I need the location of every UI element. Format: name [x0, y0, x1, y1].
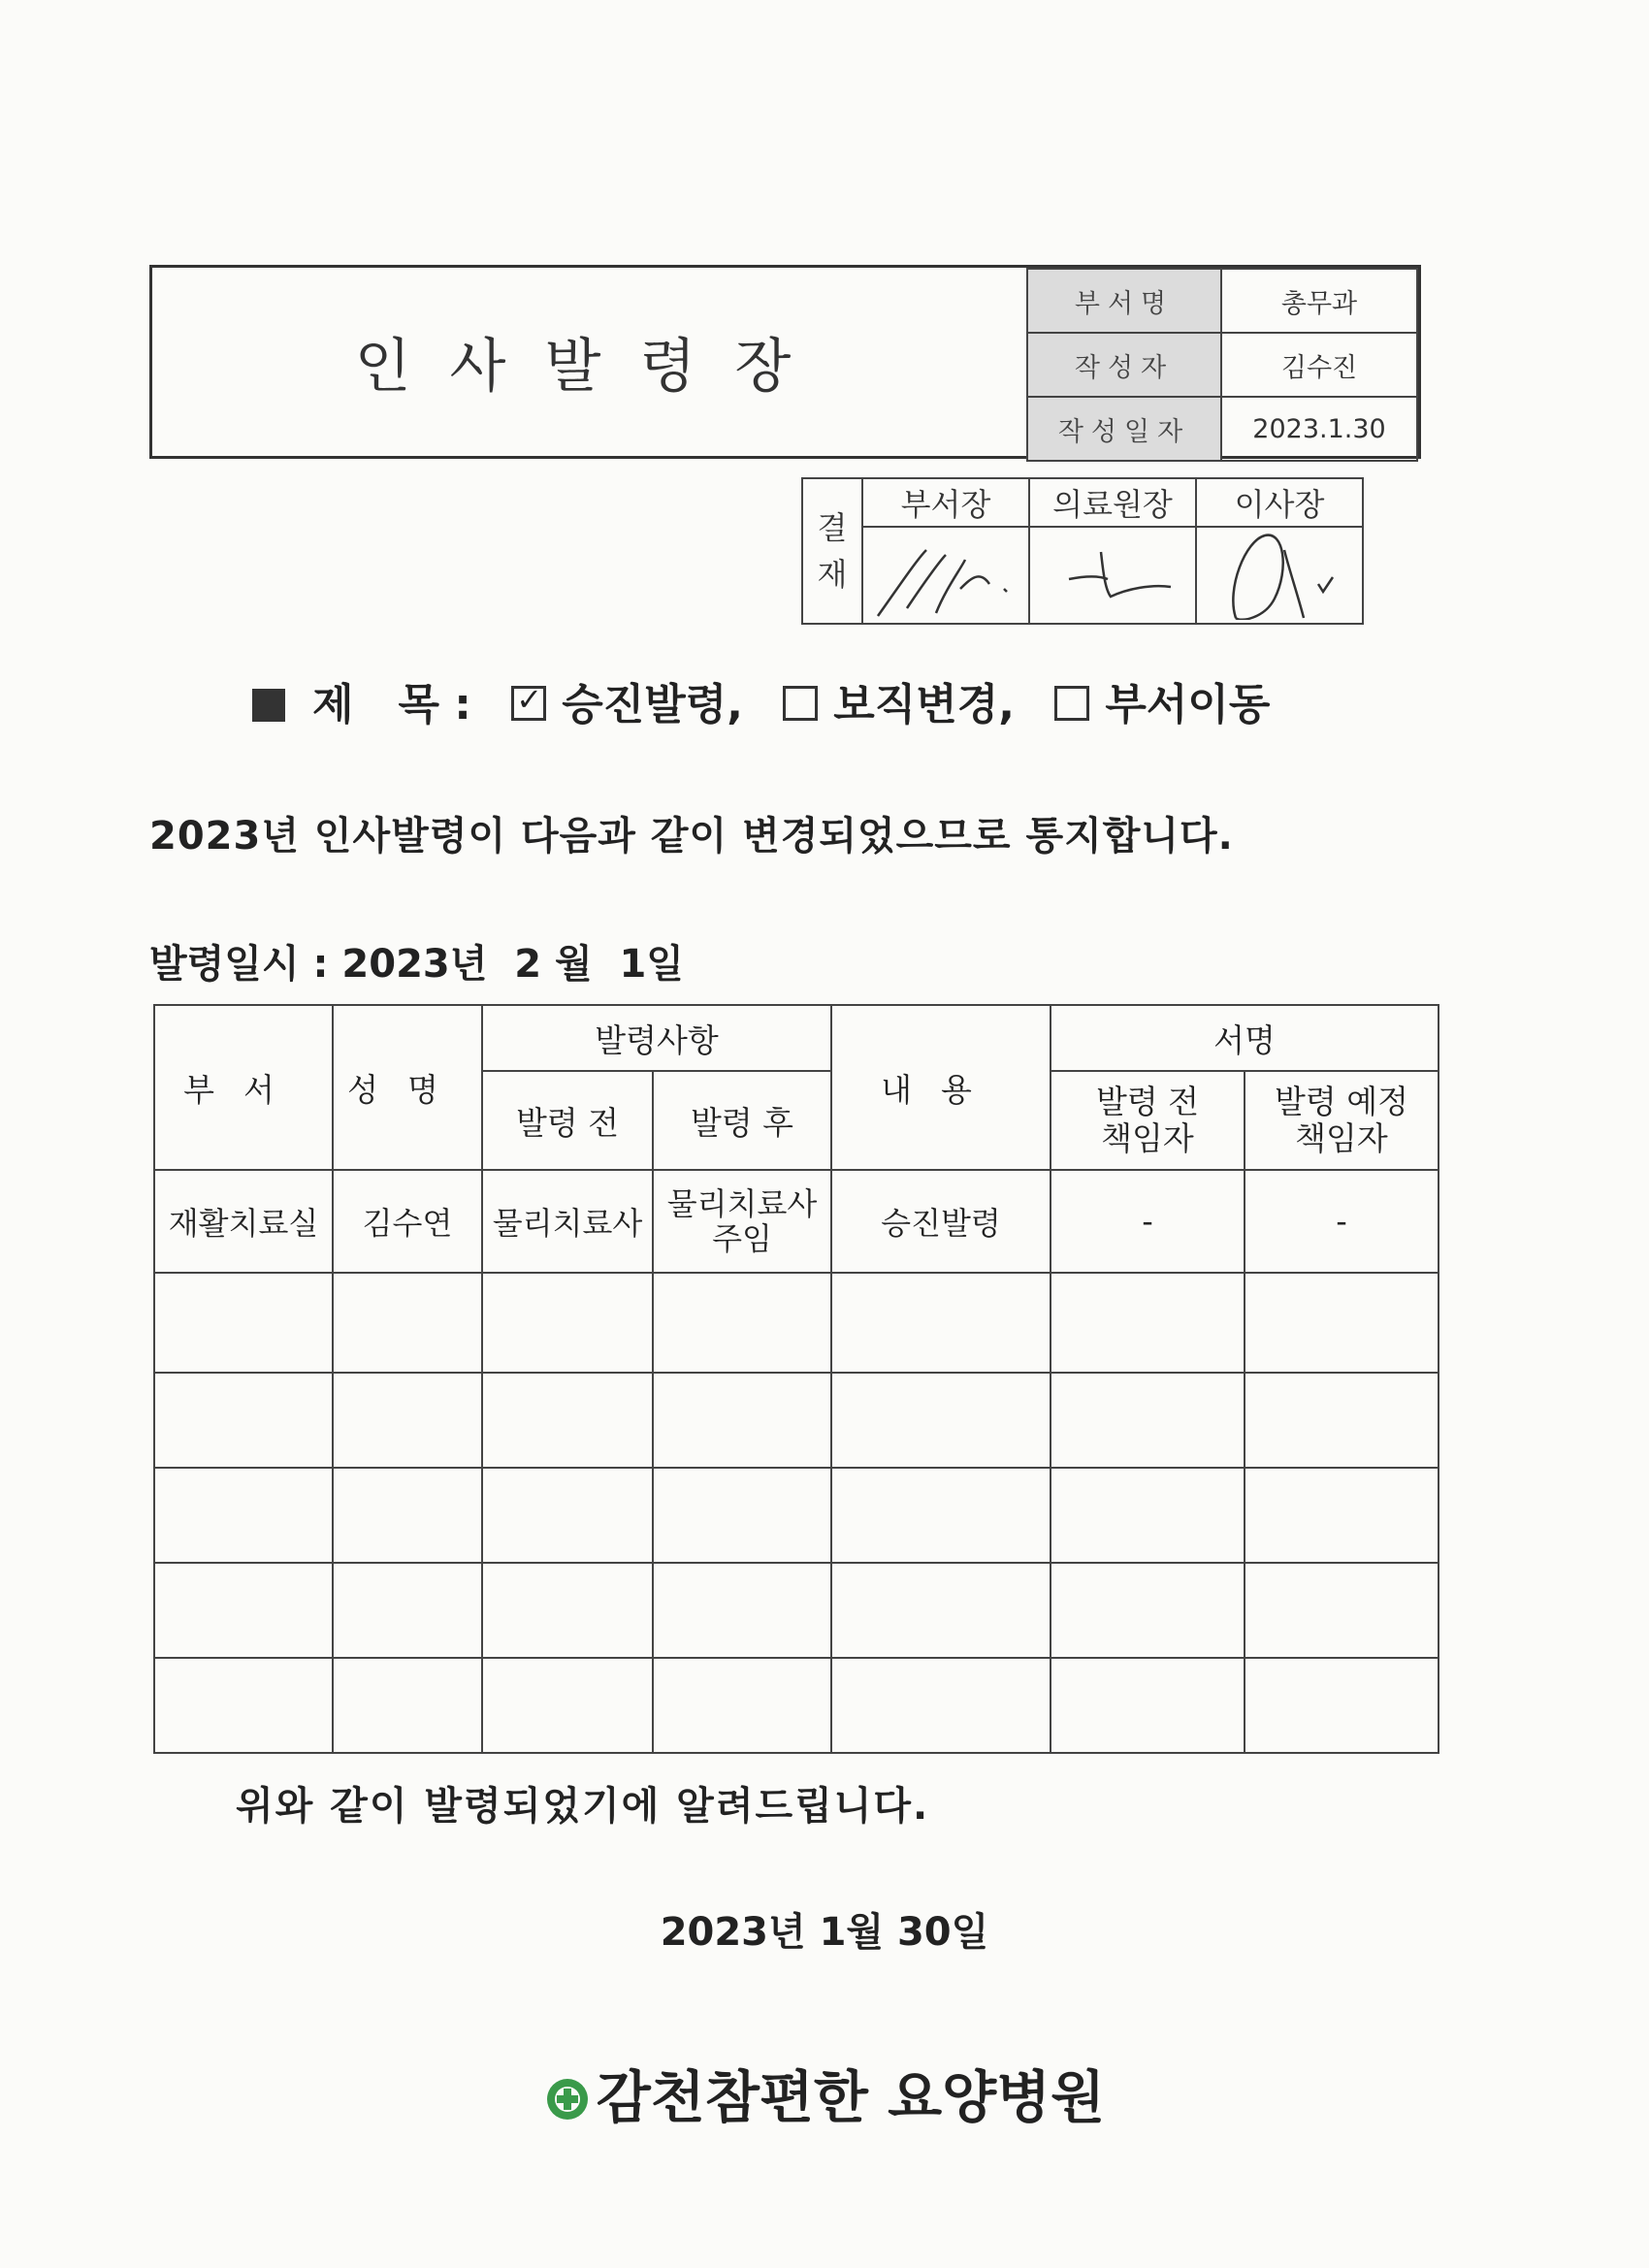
cell-before: [482, 1468, 653, 1563]
signature-cell: [1029, 527, 1196, 624]
organization-name: 감천참편한 요양병원: [596, 2064, 1106, 2130]
cell-sig-after: [1245, 1373, 1439, 1468]
cell-sig-after: [1245, 1563, 1439, 1658]
meta-value: 김수진: [1221, 333, 1417, 397]
cell-content: [831, 1373, 1051, 1468]
cell-dept: [154, 1563, 333, 1658]
handwritten-signature: [1035, 531, 1190, 620]
cell-sig-before: -: [1051, 1170, 1245, 1273]
effective-date: 발령일시 : 2023년 2 월 1일: [149, 942, 684, 987]
cell-dept: [154, 1373, 333, 1468]
meta-value: 총무과: [1221, 269, 1417, 333]
cell-before: 물리치료사: [482, 1170, 653, 1273]
approval-side-char: 재: [817, 556, 848, 593]
approval-side-label: [802, 478, 862, 624]
header-sig-after: 발령 예정 책임자: [1245, 1071, 1439, 1170]
cell-after: [653, 1468, 831, 1563]
subject-label: 제 목 :: [312, 680, 471, 729]
cell-sig-before: [1051, 1468, 1245, 1563]
cell-name: [333, 1563, 482, 1658]
meta-value: 2023.1.30: [1221, 397, 1417, 461]
cell-after: 물리치료사 주임: [653, 1170, 831, 1273]
cell-before: [482, 1563, 653, 1658]
header-signature: 서명: [1051, 1005, 1439, 1071]
approval-head: 부서장: [862, 478, 1029, 527]
cell-sig-before: [1051, 1563, 1245, 1658]
cell-sig-after: -: [1245, 1170, 1439, 1273]
square-bullet-icon: [252, 689, 285, 722]
approval-head: 의료원장: [1029, 478, 1196, 527]
cell-name: [333, 1373, 482, 1468]
header-name: [333, 1005, 482, 1170]
appointment-table: [153, 1004, 1439, 1754]
cell-name: [333, 1273, 482, 1373]
cell-before: [482, 1658, 653, 1753]
option-label: 승진발령,: [562, 680, 743, 729]
notice-text: 2023년 인사발령이 다음과 같이 변경되었으므로 통지합니다.: [149, 814, 1234, 859]
option-label: 보직변경,: [833, 680, 1016, 729]
header-appointment: 발령사항: [482, 1005, 831, 1071]
meta-row: [1027, 397, 1417, 461]
signature-cell: [1196, 527, 1363, 624]
handwritten-signature: [868, 531, 1023, 620]
handwritten-signature: [1197, 531, 1362, 620]
header-content: [831, 1005, 1051, 1170]
cell-sig-after: [1245, 1468, 1439, 1563]
subject-line: [252, 669, 1270, 731]
cell-content: 승진발령: [831, 1170, 1051, 1273]
cell-sig-before: [1051, 1373, 1245, 1468]
cell-after: [653, 1658, 831, 1753]
header-text: 성명: [347, 1070, 468, 1109]
cell-before: [482, 1273, 653, 1373]
cell-dept: [154, 1273, 333, 1373]
header-before: 발령 전: [482, 1071, 653, 1170]
document-title: 인사발령장: [354, 333, 830, 401]
issue-date: 2023년 1월 30일: [660, 1910, 989, 1955]
meta-row: [1027, 269, 1417, 333]
cell-name: 김수연: [333, 1170, 482, 1273]
cell-after: [653, 1373, 831, 1468]
meta-label: 작성자: [1027, 333, 1221, 397]
approval-table: [801, 477, 1364, 625]
cell-content: [831, 1273, 1051, 1373]
cell-name: [333, 1658, 482, 1753]
cell-after: [653, 1273, 831, 1373]
cell-dept: 재활치료실: [154, 1170, 333, 1273]
meta-row: [1027, 333, 1417, 397]
table-row: [154, 1170, 1439, 1273]
closing-text: 위와 같이 발령되었기에 알려드립니다.: [236, 1784, 930, 1829]
cell-after: [653, 1563, 831, 1658]
table-row: [154, 1563, 1439, 1658]
header-dept: [154, 1005, 333, 1170]
meta-label: 작성일자: [1027, 397, 1221, 461]
checkbox-promotion[interactable]: [511, 686, 546, 721]
table-row: [154, 1273, 1439, 1373]
cell-content: [831, 1658, 1051, 1753]
header-text: 부서: [183, 1070, 304, 1109]
table-row: [154, 1373, 1439, 1468]
cell-sig-after: [1245, 1658, 1439, 1753]
cell-sig-before: [1051, 1273, 1245, 1373]
header-after: 발령 후: [653, 1071, 831, 1170]
header-text: 내용: [881, 1070, 1001, 1109]
cell-before: [482, 1373, 653, 1468]
table-row: [154, 1658, 1439, 1753]
header-sig-before: 발령 전 책임자: [1051, 1071, 1245, 1170]
hospital-logo-icon: [544, 2076, 591, 2122]
organization-signoff: [0, 2052, 1649, 2133]
option-label: 부서이동: [1105, 680, 1271, 729]
cell-dept: [154, 1468, 333, 1563]
meta-label: 부서명: [1027, 269, 1221, 333]
approval-side-char: 결: [817, 509, 848, 546]
document-meta-table: [1026, 268, 1418, 462]
signature-cell: [862, 527, 1029, 624]
cell-sig-before: [1051, 1658, 1245, 1753]
cell-content: [831, 1468, 1051, 1563]
cell-dept: [154, 1658, 333, 1753]
checkbox-position-change[interactable]: [783, 686, 818, 721]
table-row: [154, 1468, 1439, 1563]
approval-head: 이사장: [1196, 478, 1363, 527]
document-header: [149, 265, 1421, 459]
cell-sig-after: [1245, 1273, 1439, 1373]
cell-content: [831, 1563, 1051, 1658]
cell-name: [333, 1468, 482, 1563]
checkbox-dept-transfer[interactable]: [1054, 686, 1089, 721]
